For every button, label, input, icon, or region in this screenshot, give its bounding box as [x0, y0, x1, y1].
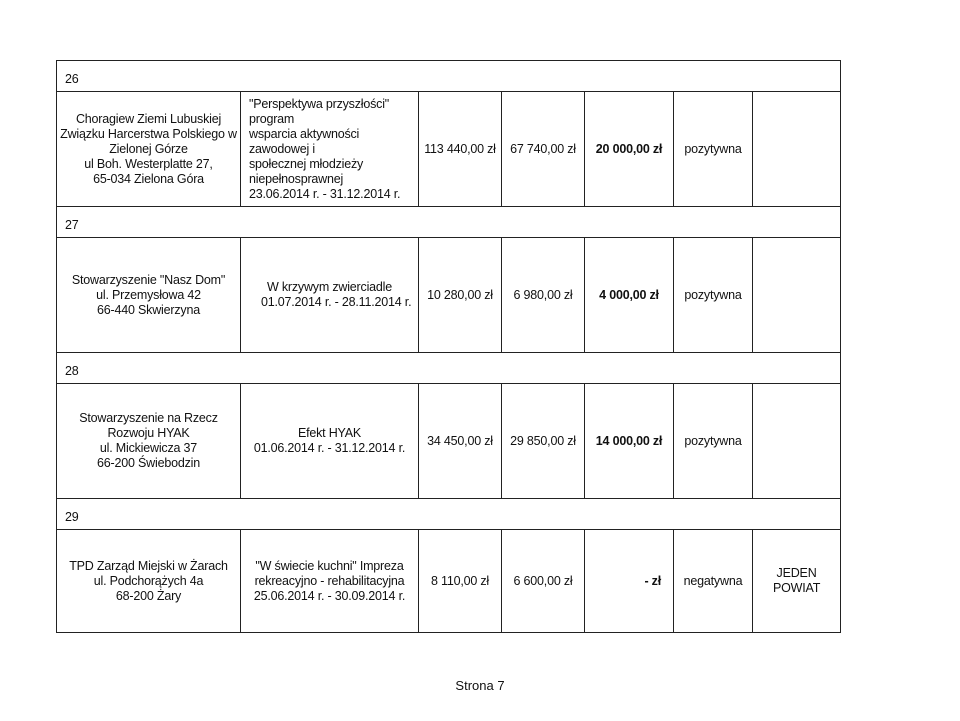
- org-line: ul. Podchorążych 4a: [93, 573, 204, 588]
- org-line: Stowarzyszenie "Nasz Dom": [71, 272, 226, 287]
- project-cell: [241, 92, 419, 207]
- note-cell: [753, 92, 841, 207]
- project-line: społecznej młodzieży niepełnosprawnej: [249, 156, 364, 186]
- org-line: 65-034 Zielona Góra: [93, 171, 204, 186]
- org-line: 68-200 Żary: [115, 588, 182, 603]
- org-line: Zielonej Górze: [109, 141, 188, 156]
- note-cell: [753, 238, 841, 353]
- org-line: 66-440 Skwierzyna: [97, 302, 200, 317]
- org-line: 66-200 Świebodzin: [97, 456, 200, 470]
- org-line: ul. Przemysłowa 42: [96, 287, 201, 302]
- project-line: 01.07.2014 r. - 28.11.2014 r.: [261, 295, 412, 309]
- table-row: [57, 238, 841, 353]
- org-line: ul. Mickiewicza 37: [99, 441, 198, 455]
- requested-amount-cell: 6 980,00 zł: [502, 238, 585, 353]
- total-cost-cell: 10 280,00 zł: [419, 238, 502, 353]
- grants-table: [56, 60, 841, 633]
- row-number: 27: [57, 207, 841, 238]
- project-line: "Perspektywa przyszłości" program: [249, 96, 390, 126]
- organization-cell: [57, 92, 241, 207]
- project-line: rekreacyjno - rehabilitacyjna: [254, 573, 405, 588]
- project-line: Efekt HYAK: [297, 426, 362, 440]
- row-number-bar: [57, 207, 841, 238]
- row-number-bar: [57, 353, 841, 384]
- row-number: 28: [57, 353, 841, 384]
- table-row: [57, 384, 841, 499]
- org-line: TPD Zarząd Miejski w Żarach: [69, 558, 228, 573]
- project-line: "W świecie kuchni" Impreza: [255, 558, 404, 573]
- table-row: [57, 92, 841, 207]
- org-line: Stowarzyszenie na Rzecz: [79, 411, 218, 425]
- total-cost-cell: 34 450,00 zł: [419, 384, 502, 499]
- org-line: Związku Harcerstwa Polskiego w: [60, 126, 237, 141]
- row-number-bar: [57, 499, 841, 530]
- org-line: Rozwoju HYAK: [107, 426, 190, 440]
- project-line: 01.06.2014 r. - 31.12.2014 r.: [253, 441, 406, 455]
- row-number: 26: [57, 61, 841, 92]
- total-cost-cell: 8 110,00 zł: [419, 530, 502, 633]
- requested-amount-cell: 29 850,00 zł: [502, 384, 585, 499]
- table-row: [57, 530, 841, 633]
- evaluation-cell: negatywna: [674, 530, 753, 633]
- page-number: Strona 7: [455, 678, 505, 693]
- requested-amount-cell: 67 740,00 zł: [502, 92, 585, 207]
- granted-amount-cell: - zł: [585, 530, 674, 633]
- granted-amount-cell: 20 000,00 zł: [585, 92, 674, 207]
- org-line: ul Boh. Westerplatte 27,: [84, 156, 213, 171]
- note-cell: JEDEN POWIAT: [753, 530, 841, 633]
- organization-cell: [57, 530, 241, 633]
- row-number: 29: [57, 499, 841, 530]
- evaluation-cell: pozytywna: [674, 92, 753, 207]
- project-cell: [241, 530, 419, 633]
- granted-amount-cell: 4 000,00 zł: [585, 238, 674, 353]
- evaluation-cell: pozytywna: [674, 238, 753, 353]
- note-cell: [753, 384, 841, 499]
- project-cell: [241, 238, 419, 353]
- granted-amount-cell: 14 000,00 zł: [585, 384, 674, 499]
- project-line: W krzywym zwierciadle: [267, 280, 392, 294]
- project-cell: [241, 384, 419, 499]
- evaluation-cell: pozytywna: [674, 384, 753, 499]
- organization-cell: [57, 384, 241, 499]
- project-line: 25.06.2014 r. - 30.09.2014 r.: [253, 588, 406, 603]
- org-line: Choragiew Ziemi Lubuskiej: [75, 111, 222, 126]
- requested-amount-cell: 6 600,00 zł: [502, 530, 585, 633]
- organization-cell: [57, 238, 241, 353]
- row-number-bar: [57, 61, 841, 92]
- project-line: 23.06.2014 r. - 31.12.2014 r.: [249, 186, 401, 201]
- project-line: wsparcia aktywności zawodowej i: [249, 126, 360, 156]
- total-cost-cell: 113 440,00 zł: [419, 92, 502, 207]
